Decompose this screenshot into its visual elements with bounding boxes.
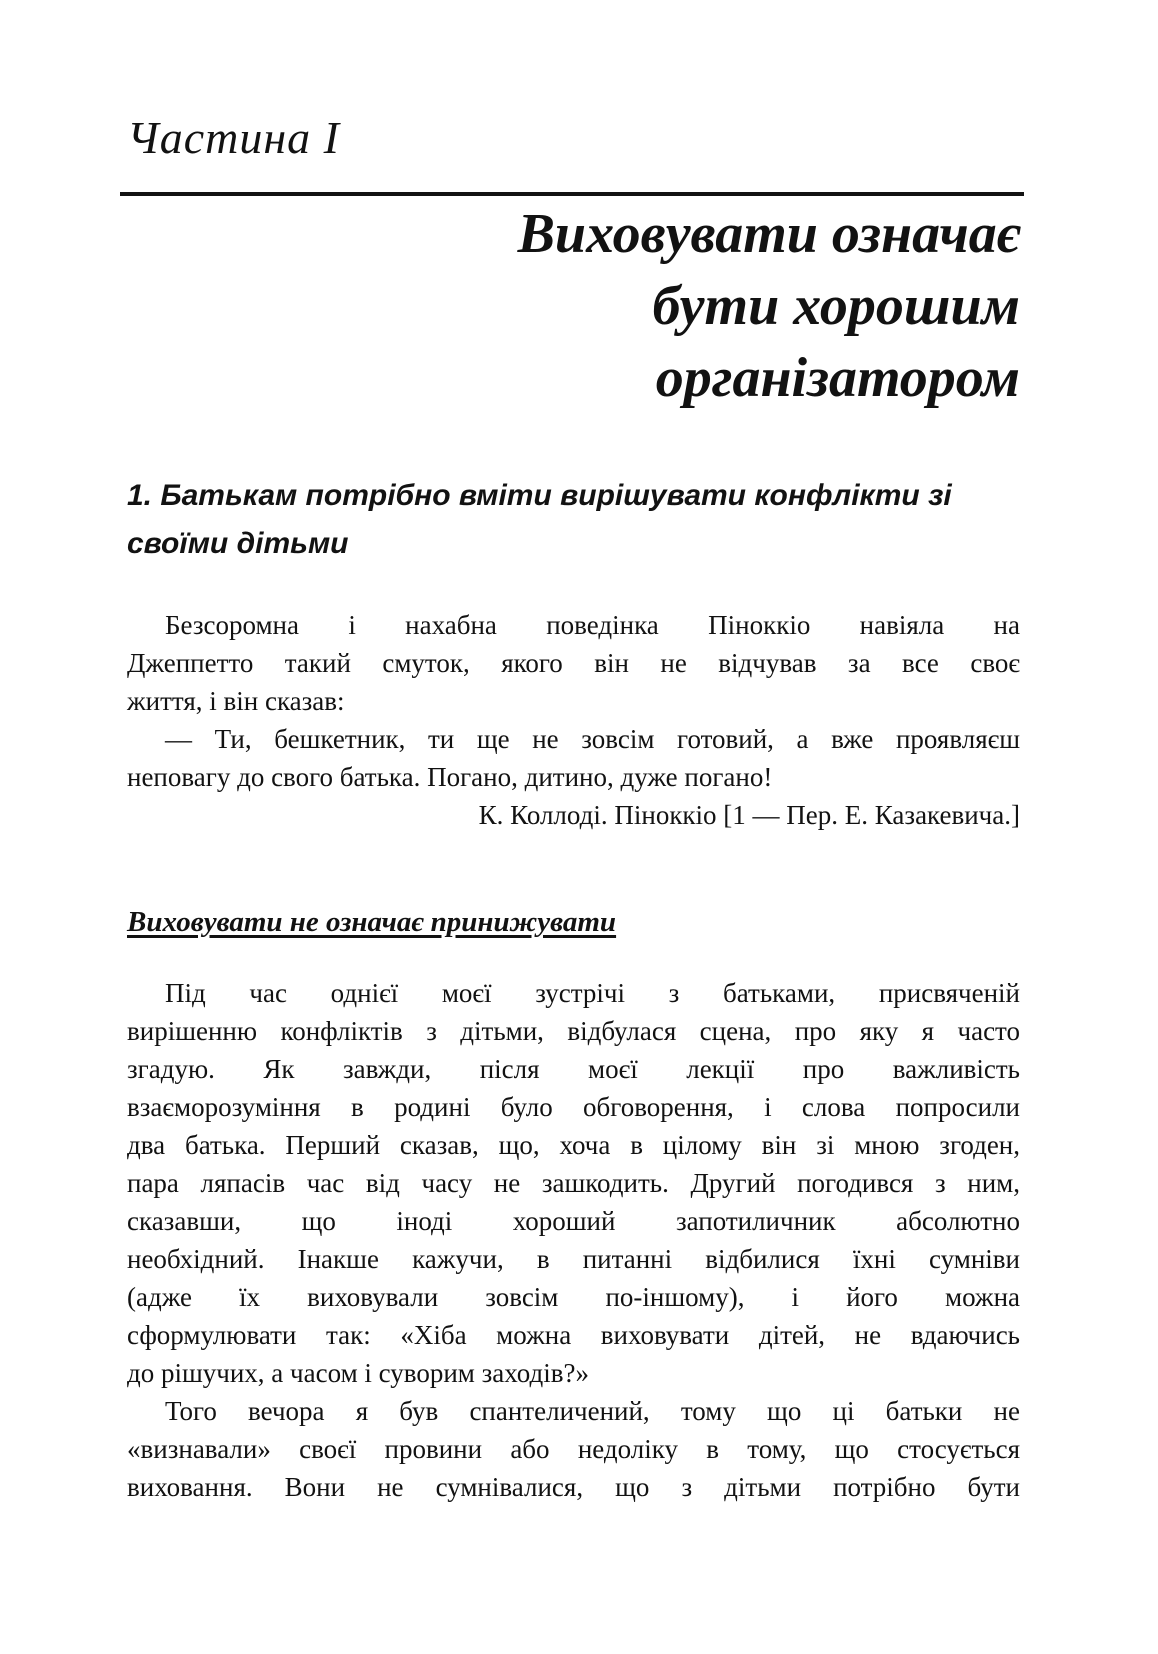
paragraph bbox=[127, 974, 1020, 1392]
text-line: сказавши, що іноді хороший запотиличник абсолютно bbox=[127, 1206, 1020, 1236]
text-line: два батька. Перший сказав, що, хоча в цілому він зі мною згоден, bbox=[127, 1130, 1020, 1160]
text-line: сформулювати так: «Хіба можна виховувати дітей, не вдаючись bbox=[127, 1320, 1020, 1350]
chapter-title bbox=[127, 198, 1020, 414]
body-text bbox=[127, 974, 1020, 1506]
text-line: життя, і він сказав: bbox=[127, 686, 345, 716]
text-line: Під час однієї моєї зустрічі з батьками, присвяченій bbox=[165, 978, 1020, 1008]
text-line: Безсоромна і нахабна поведінка Піноккіо навіяла на bbox=[165, 610, 1020, 640]
text-line: Джеппетто такий смуток, якого він не відчував за все своє bbox=[127, 648, 1020, 678]
chapter-title-line-2: бути хорошим bbox=[652, 275, 1020, 337]
text-line: неповагу до свого батька. Погано, дитино, дуже погано! bbox=[127, 762, 773, 792]
text-line: виховання. Вони не сумнівалися, що з дітьми потрібно бути bbox=[127, 1472, 1020, 1502]
paragraph bbox=[127, 606, 1020, 720]
divider-rule bbox=[120, 192, 1024, 196]
text-line: вирішенню конфліктів з дітьми, відбулася сцена, про яку я часто bbox=[127, 1016, 1020, 1046]
text-line: «визнавали» своєї провини або недоліку в тому, що стосується bbox=[127, 1434, 1020, 1464]
text-line: Того вечора я був спантеличений, тому що ці батьки не bbox=[165, 1396, 1020, 1426]
section-heading-line-2: своїми дітьми bbox=[127, 527, 349, 560]
quote-attribution: К. Коллоді. Піноккіо [1 — Пер. Е. Казакевича.] bbox=[478, 800, 1020, 830]
section-heading bbox=[127, 472, 1020, 568]
paragraph bbox=[127, 1392, 1020, 1506]
text-line: взаєморозуміння в родині було обговорення, і слова попросили bbox=[127, 1092, 1020, 1122]
chapter-title-line-3: організатором bbox=[655, 347, 1020, 409]
section-heading-line-1: 1. Батькам потрібно вміти вирішувати конфлікти зі bbox=[127, 479, 952, 512]
part-heading: Частина I bbox=[127, 112, 340, 163]
text-line: — Ти, бешкетник, ти ще не зовсім готовий, а вже проявляєш bbox=[165, 724, 1020, 754]
text-line: пара ляпасів час від часу не зашкодить. Другий погодився з ним, bbox=[127, 1168, 1020, 1198]
paragraph bbox=[127, 720, 1020, 796]
text-line: до рішучих, а часом і суворим заходів?» bbox=[127, 1358, 589, 1388]
chapter-title-line-1: Виховувати означає bbox=[517, 203, 1020, 265]
text-line: необхідний. Інакше кажучи, в питанні відбилися їхні сумніви bbox=[127, 1244, 1020, 1274]
text-line: (адже їх виховували зовсім по-іншому), і його можна bbox=[127, 1282, 1020, 1312]
subheading-row bbox=[127, 902, 1020, 942]
text-line: згадую. Як завжди, після моєї лекції про важливість bbox=[127, 1054, 1020, 1084]
subheading: Виховувати не означає принижувати bbox=[127, 906, 617, 938]
epigraph-quote bbox=[127, 606, 1020, 796]
